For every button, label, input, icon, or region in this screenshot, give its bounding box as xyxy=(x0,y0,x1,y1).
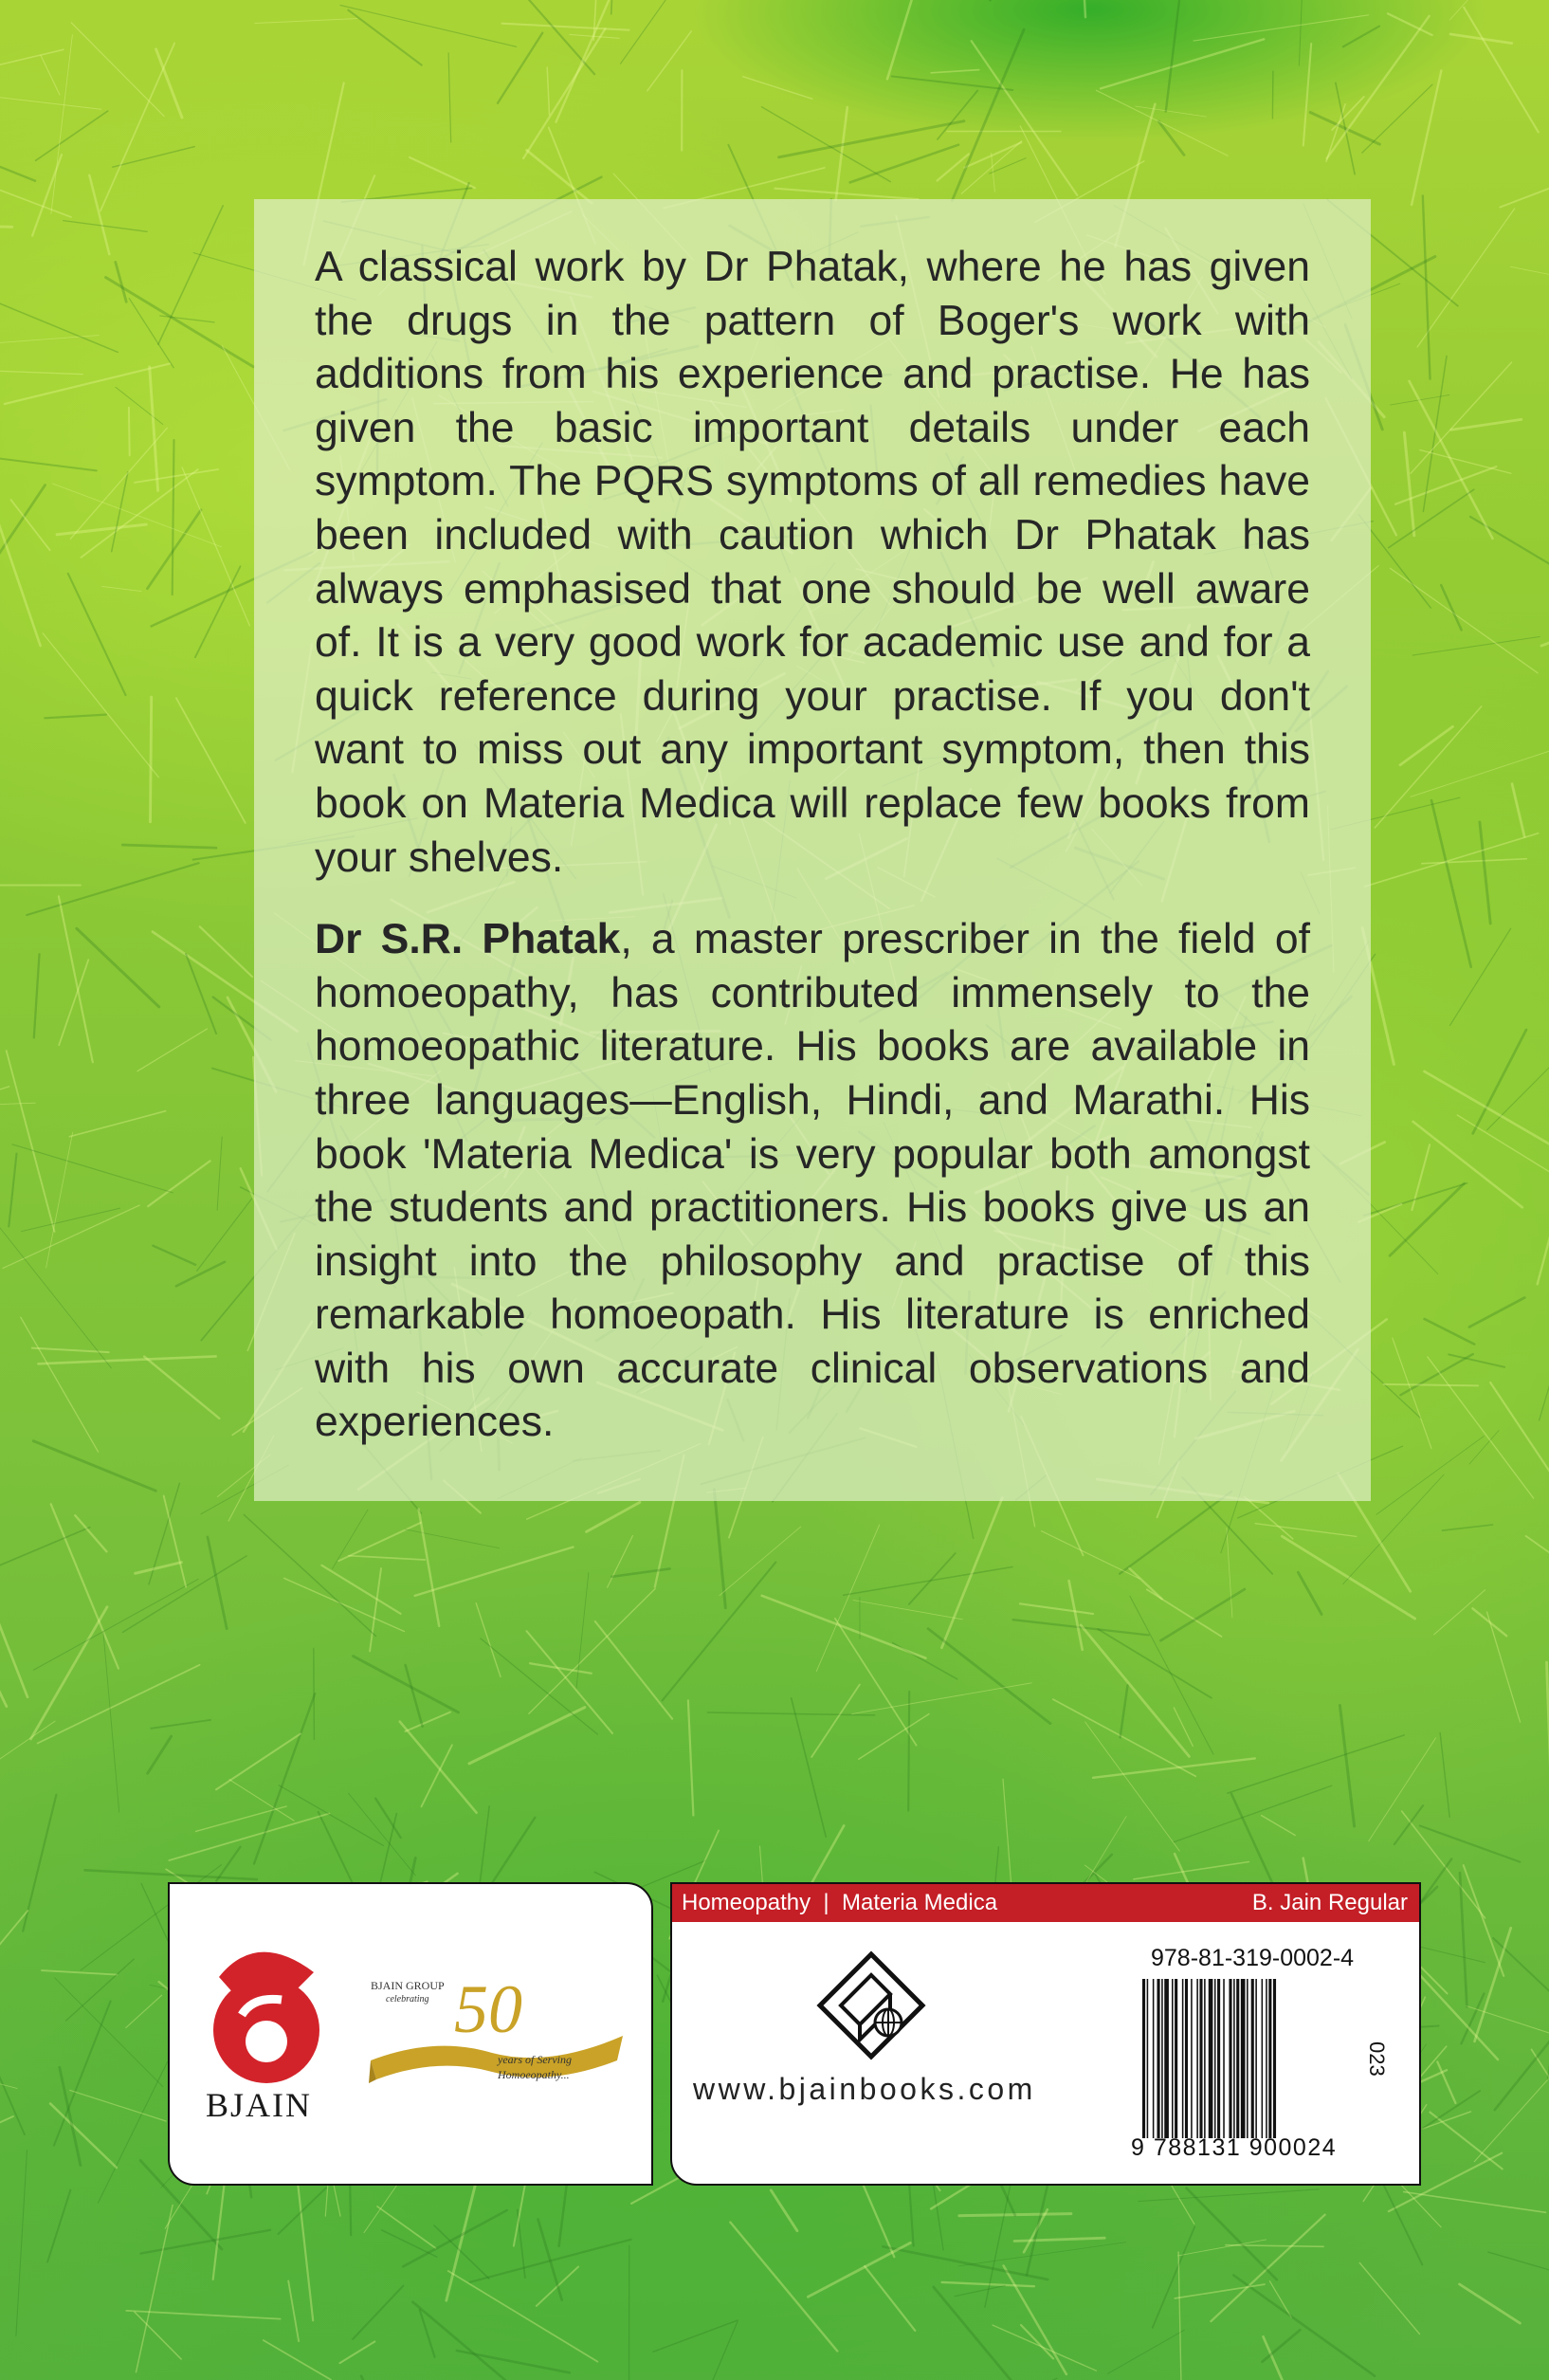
publisher-book-icon xyxy=(814,1949,928,2072)
description-paragraph-2 xyxy=(315,913,1310,1450)
group-label: BJAIN GROUP xyxy=(371,1979,445,1992)
category-bar xyxy=(672,1884,1419,1922)
isbn-label: 978-81-319-0002-4 xyxy=(1151,1945,1355,1971)
website-link[interactable]: www.bjainbooks.com xyxy=(693,2072,1036,2106)
celebrating-label: celebrating xyxy=(386,1994,429,2005)
barcode-digits: 9 788131 900024 xyxy=(1131,2134,1338,2161)
book-info-box xyxy=(670,1882,1421,2186)
anniversary-number: 50 xyxy=(454,1971,522,2047)
anniversary-text-line-1: years of Serving xyxy=(498,2053,572,2066)
publisher-box xyxy=(168,1882,653,2186)
author-bio: , a master prescriber in the field of homoeopathy, has contributed immensely to the homoeopathic literature. His books are available in three languages—English, Hindi, and Marathi. His book 'Materia Medica' is very popular both amongst the students and practitioners. His books give us an insight into the philosophy and practise of this remarkable homoeopath. His literature is enriched with his own accurate clinical observations and experiences. xyxy=(315,916,1310,1446)
description-paragraph-1: A classical work by Dr Phatak, where he has given the drugs in the pattern of Boger's work with additions from his experience and practise. He has given the basic important details under each symptom. The PQRS symptoms of all remedies have been included with caution which Dr Phatak has always emphasised that one should be well aware of. It is a very good work for academic use and for a quick reference during your practise. If you don't want to miss out any important symptom, then this book on Materia Medica will replace few books from your shelves. xyxy=(315,244,1310,881)
anniversary-text-line-2: Homoeopathy... xyxy=(498,2068,570,2081)
category-label: Homeopathy | Materia Medica xyxy=(682,1890,998,1915)
author-name: Dr S.R. Phatak xyxy=(315,916,621,963)
series-label: B. Jain Regular xyxy=(1251,1890,1408,1915)
price-code: 023 xyxy=(1365,2041,1389,2077)
description-panel xyxy=(254,199,1371,1501)
bjain-logo-text: BJAIN xyxy=(206,2086,313,2124)
barcode-icon xyxy=(1139,1979,1366,2142)
